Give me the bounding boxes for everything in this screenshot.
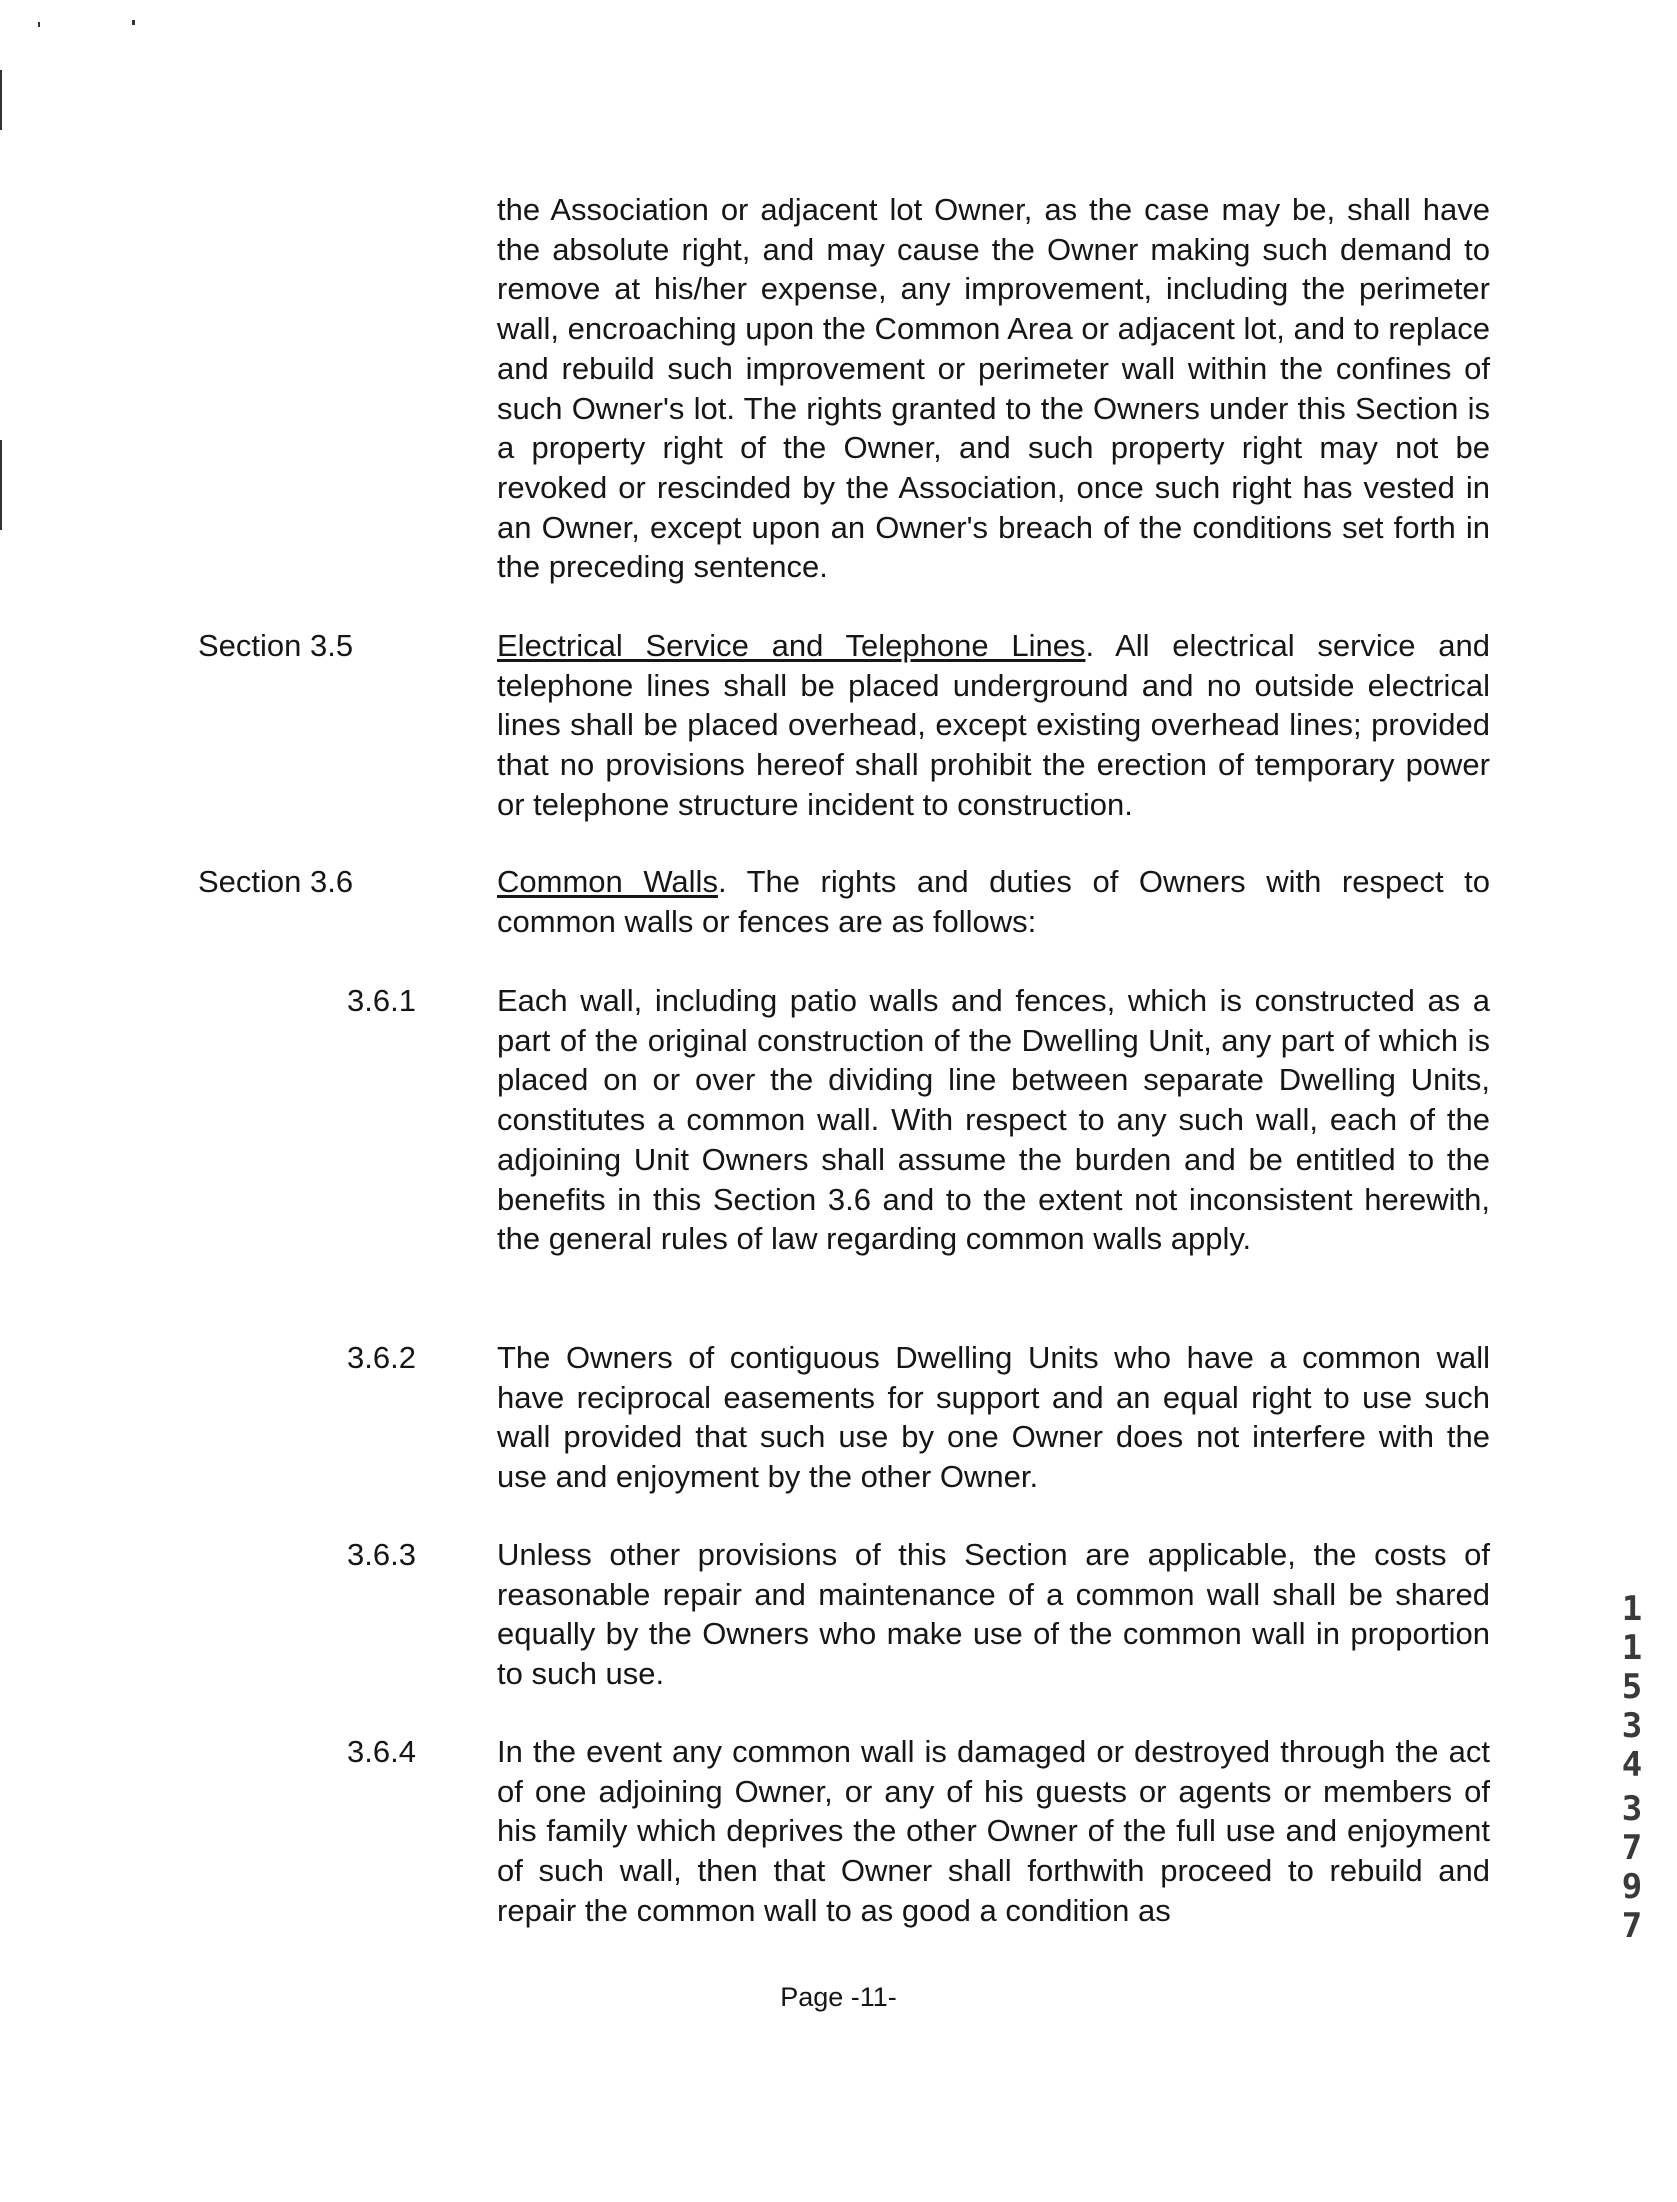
- scan-artifact: [0, 70, 2, 130]
- page-number: Page -11-: [780, 1982, 897, 2012]
- scan-artifact: [132, 20, 135, 25]
- section-3-6-label: Section 3.6: [198, 864, 354, 899]
- margin-stamp-top: 11534: [1621, 1589, 1643, 1785]
- subsection-number: 3.6.3: [347, 1537, 416, 1572]
- subsection-number: 3.6.1: [347, 983, 416, 1018]
- section-3-5-label: Section 3.5: [198, 628, 354, 663]
- section-3-5-body: . All electrical service and telephone lines shall be placed underground and no outside electrical lines shall be placed overhead, except existing overhead lines; provided that no provisions hereof shall prohibit the erection of temporary power or telephone structure incident to construction.: [497, 628, 1490, 822]
- section-3-6-text: [497, 862, 1490, 941]
- margin-stamp-bottom: 3797: [1621, 1789, 1643, 1946]
- subsection-text: Each wall, including patio walls and fences, which is constructed as a part of the original construction of the Dwelling Unit, any part of which is placed on or over the dividing line between separate Dwelling Units, constitutes a common wall. With respect to any such wall, each of the adjoining Unit Owners shall assume the burden and be entitled to the benefits in this Section 3.6 and to the extent not inconsistent herewith, the general rules of law regarding common walls apply.: [497, 983, 1490, 1257]
- subsection-number: 3.6.2: [347, 1340, 416, 1375]
- section-3-6-heading: Common Walls: [497, 864, 718, 899]
- scan-artifact: [0, 440, 2, 530]
- subsection-number: 3.6.4: [347, 1734, 416, 1769]
- section-3-6-body: . The rights and duties of Owners with respect to common walls or fences are as follows:: [497, 864, 1490, 939]
- subsection-text: The Owners of contiguous Dwelling Units who have a common wall have reciprocal easements for support and an equal right to use such wall provided that such use by one Owner does not interfere with the use and enjoyment by the other Owner.: [497, 1340, 1490, 1495]
- subsection-text: Unless other provisions of this Section are applicable, the costs of reasonable repair and maintenance of a common wall shall be shared equally by the Owners who make use of the common wall in proportion to such use.: [497, 1537, 1490, 1692]
- intro-paragraph: the Association or adjacent lot Owner, as the case may be, shall have the absolute right, and may cause the Owner making such demand to remove at his/her expense, any improvement, including the perimeter wall, encroaching upon the Common Area or adjacent lot, and to replace and rebuild such improvement or perimeter wall within the confines of such Owner's lot. The rights granted to the Owners under this Section is a property right of the Owner, and such property right may not be revoked or rescinded by the Association, once such right has vested in an Owner, except upon an Owner's breach of the conditions set forth in the preceding sentence.: [497, 192, 1490, 585]
- subsection-text: In the event any common wall is damaged or destroyed through the act of one adjoining Owner, or any of his guests or agents or members of his family which deprives the other Owner of the full use and enjoyment of such wall, then that Owner shall forthwith proceed to rebuild and repair the common wall to as good a condition as: [497, 1734, 1490, 1928]
- scan-artifact: [38, 22, 40, 27]
- section-3-5-text: [497, 626, 1490, 825]
- section-3-5-heading: Electrical Service and Telephone Lines: [497, 628, 1086, 663]
